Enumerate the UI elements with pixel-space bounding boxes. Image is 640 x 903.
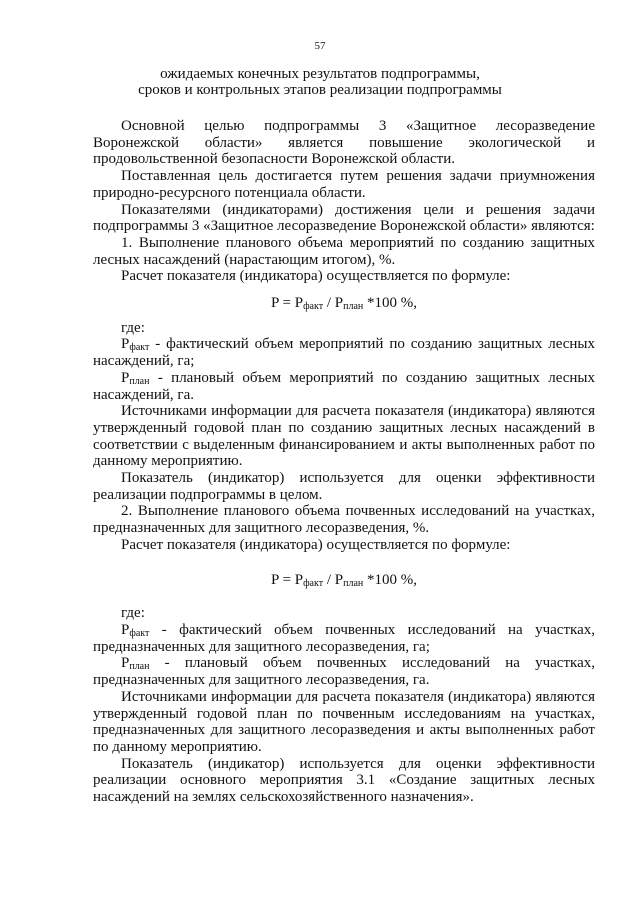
definition-p-plan-1: $P_{план}$ - плановый объем мероприятий по созданию защитных лесных насаждений, га. [93,369,595,403]
section-heading [0,66,640,98]
paragraph-info-sources-1: Источниками информации для расчета показателя (индикатора) являются утвержденный годовой план по созданию защитных лесных насаждений в соответствии с выделенным финансированием и акты выполненных работ по данному мероприятию. [93,403,595,470]
paragraph-indicators-intro: Показателями (индикаторами) достижения цели и решения задачи подпрограммы 3 «Защитное лесоразведение Воронежской области» являются: [93,201,595,235]
body-text [93,118,595,806]
definition-p-fact-1: $P_{факт}$ - фактический объем мероприятий по созданию защитных лесных насаждений, га; [93,336,595,370]
heading-line-2: сроков и контрольных этапов реализации подпрограммы [138,82,502,98]
paragraph-formula-intro-2: Расчет показателя (индикатора) осуществляется по формуле: [121,536,511,553]
paragraph-where-1: где: [121,319,145,336]
definition-p-fact-2: $P_{факт}$ - фактический объем почвенных исследований на участках, предназначенных для защитного лесоразведения, га; [93,621,595,655]
page-number: 57 [314,40,326,52]
definition-p-plan-2: $P_{план}$ - плановый объем почвенных исследований на участках, предназначенных для защитного лесоразведения, га. [93,655,595,689]
formula-1: $P = P_{факт} / P_{план}$ *100 %, [270,295,417,313]
formula-2: $P = P_{факт} / P_{план}$ *100 %, [270,571,417,589]
paragraph-goal-achievement: Поставленная цель достигается путем решения задачи приумножения природно-ресурсного потенциала области. [93,168,595,201]
paragraph-indicator-2: 2. Выполнение планового объема почвенных исследований на участках, предназначенных для защитного лесоразведения, %. [93,503,595,537]
paragraph-goal: Основной целью подпрограммы 3 «Защитное лесоразведение Воронежской области» является повышение экологической и продовольственной безопасности Воронежской области. [93,118,595,168]
heading-line-1: ожидаемых конечных результатов подпрограммы, [160,66,480,82]
paragraph-info-sources-2: Источниками информации для расчета показателя (индикатора) являются утвержденный годовой план по почвенным исследованиям на участках, предназначенных для защитного лесоразведения и акты выполненных работ по данному мероприятию. [93,688,595,755]
paragraph-indicator-1: 1. Выполнение планового объема мероприятий по созданию защитных лесных насаждений (нарастающим итогом), %. [93,234,595,268]
paragraph-formula-intro-1: Расчет показателя (индикатора) осуществляется по формуле: [121,268,511,285]
paragraph-indicator-use-2: Показатель (индикатор) используется для оценки эффективности реализации основного мероприятия 3.1 «Создание защитных лесных насаждений на землях сельскохозяйственного назначения». [93,755,595,806]
paragraph-indicator-use-1: Показатель (индикатор) используется для оценки эффективности реализации подпрограммы в целом. [93,470,595,503]
paragraph-where-2: где: [121,605,145,622]
